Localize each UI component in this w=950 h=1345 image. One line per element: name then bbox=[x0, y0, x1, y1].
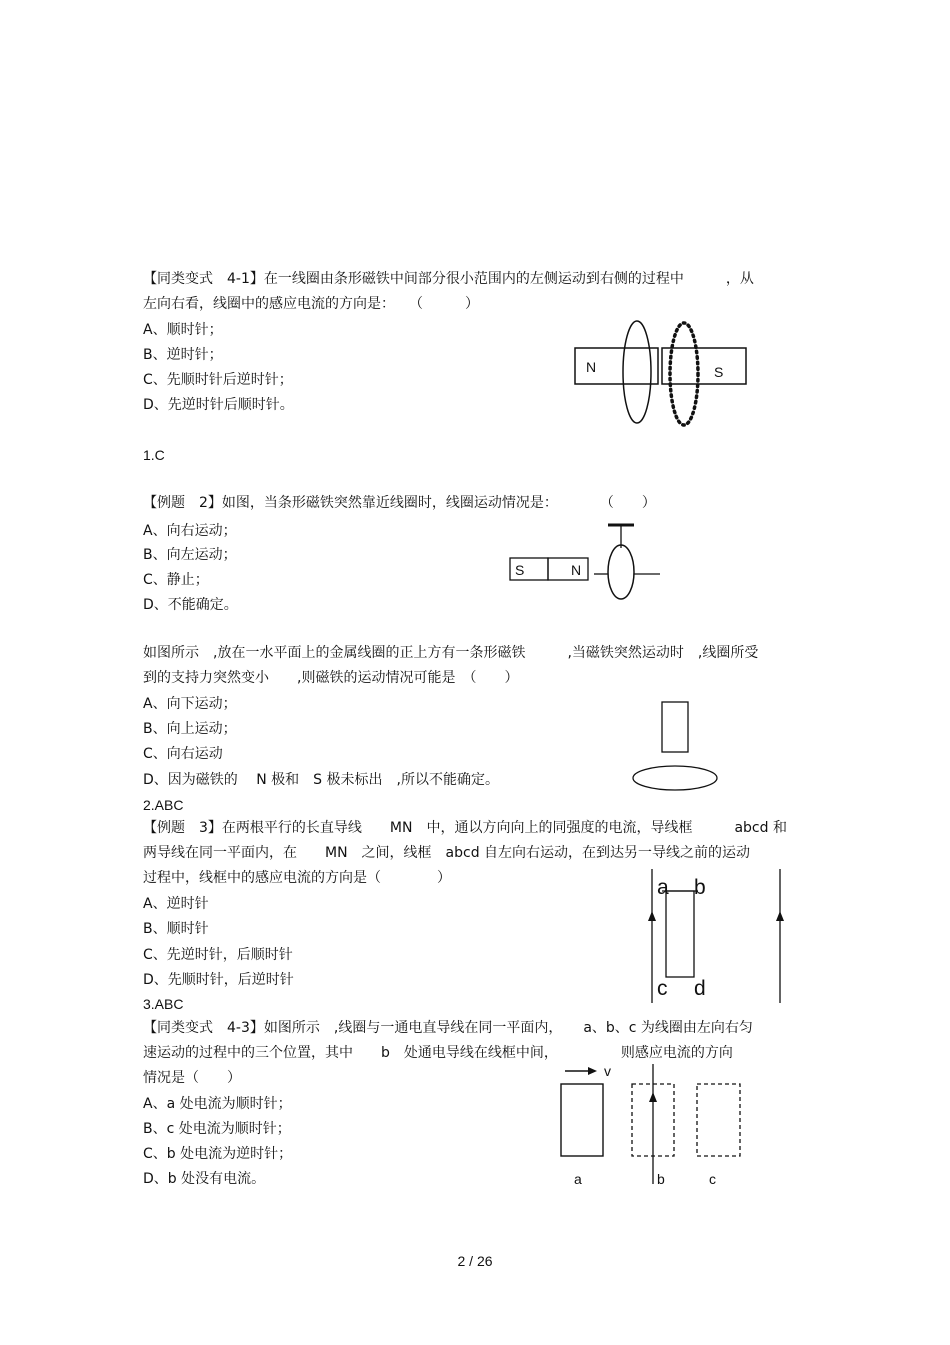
q1-option-c: C、先顺时针后逆时针； bbox=[143, 372, 293, 388]
frame-position-a bbox=[561, 1084, 603, 1156]
q2-stem-line1: 【例题 2】如图，当条形磁铁突然靠近线圈时，线圈运动情况是： （ ） bbox=[143, 495, 656, 511]
q4-option-a: A、逆时针 bbox=[143, 896, 209, 912]
position-label-c: c bbox=[709, 1171, 716, 1187]
q4-option-d: D、先顺时针，后逆时针 bbox=[143, 972, 294, 988]
frame-position-c bbox=[697, 1084, 740, 1156]
q3-option-c: C、向右运动 bbox=[143, 746, 223, 762]
page-number: 2 / 26 bbox=[457, 1253, 493, 1269]
q1-stem-line1: 【同类变式 4-1】在一线圈由条形磁铁中间部分很小范围内的左侧运动到右侧的过程中 ，从 bbox=[143, 271, 754, 287]
position-label-b: b bbox=[657, 1171, 665, 1187]
q2-option-a: A、向右运动； bbox=[143, 523, 237, 539]
q1-option-b: B、逆时针； bbox=[143, 347, 223, 363]
magnet-n-label: N bbox=[586, 359, 597, 375]
q4-option-b: B、顺时针 bbox=[143, 921, 209, 937]
q3-option-d: D、因为磁铁的 N 极和 S 极未标出 ,所以不能确定。 bbox=[143, 772, 499, 788]
frame-label-c: c bbox=[657, 977, 668, 1000]
q5-stem-line3: 情况是（ ） bbox=[143, 1070, 241, 1086]
q4-stem-line3: 过程中，线框中的感应电流的方向是（ ） bbox=[143, 870, 451, 886]
q5-option-d: D、b 处没有电流。 bbox=[143, 1171, 266, 1187]
vertical-magnet bbox=[662, 702, 688, 752]
coil-dotted bbox=[670, 323, 698, 425]
q5-figure-positions bbox=[555, 1060, 755, 1195]
q5-stem-line2: 速运动的过程中的三个位置，其中 b 处通电导线在线框中间， 则感应电流的方向 bbox=[143, 1045, 733, 1061]
q1-answer: 1.C bbox=[143, 447, 165, 463]
q2-figure-magnet-ring bbox=[508, 520, 668, 605]
q4-answer: 3.ABC bbox=[143, 996, 184, 1012]
wire-m-arrow-up-icon bbox=[648, 911, 656, 921]
q2-option-c: C、静止； bbox=[143, 572, 209, 588]
q3-stem-line1: 如图所示 ,放在一水平面上的金属线圈的正上方有一条形磁铁 ,当磁铁突然运动时 ,线圈所受 bbox=[143, 645, 759, 661]
q2-option-b: B、向左运动； bbox=[143, 547, 237, 563]
q1-figure-magnet-coil bbox=[570, 318, 755, 430]
magnet-n-half bbox=[548, 558, 588, 580]
q4-stem-line2: 两导线在同一平面内，在 MN 之间，线框 abcd 自左向右运动，在到达另一导线之前的运动 bbox=[143, 845, 751, 861]
q3-figure-magnet-over-ring bbox=[628, 700, 728, 795]
coil-solid bbox=[623, 321, 651, 423]
q3-answer: 2.ABC bbox=[143, 797, 184, 813]
q1-stem-line2: 左向右看，线圈中的感应电流的方向是： （ ） bbox=[143, 296, 479, 312]
q3-stem-line2: 到的支持力突然变小 ,则磁铁的运动情况可能是 （ ） bbox=[143, 670, 519, 686]
q3-option-b: B、向上运动； bbox=[143, 721, 237, 737]
q4-figure-wires-frame bbox=[640, 865, 790, 1005]
frame-label-a: a bbox=[657, 876, 669, 899]
frame-abcd bbox=[666, 891, 694, 977]
velocity-arrow-icon bbox=[588, 1067, 597, 1075]
magnet-n-label: N bbox=[571, 562, 582, 578]
q1-option-a: A、顺时针； bbox=[143, 322, 223, 338]
q5-option-b: B、c 处电流为顺时针； bbox=[143, 1121, 291, 1137]
magnet-s-label: S bbox=[714, 364, 724, 380]
q5-stem-line1: 【同类变式 4-3】如图所示 ,线圈与一通电直导线在同一平面内， a、b、c 为线圈由左向右匀 bbox=[143, 1020, 753, 1036]
q4-option-c: C、先逆时针，后顺时针 bbox=[143, 947, 293, 963]
q5-option-c: C、b 处电流为逆时针； bbox=[143, 1146, 293, 1162]
horizontal-ring bbox=[633, 766, 717, 790]
wire-n-arrow-up-icon bbox=[776, 911, 784, 921]
velocity-label: v bbox=[604, 1063, 611, 1079]
q4-stem-line1: 【例题 3】在两根平行的长直导线 MN 中，通以方向向上的同强度的电流，导线框 abcd 和 bbox=[143, 820, 787, 836]
frame-label-d: d bbox=[694, 977, 706, 1000]
q2-option-d: D、不能确定。 bbox=[143, 597, 238, 613]
q5-option-a: A、a 处电流为顺时针； bbox=[143, 1096, 292, 1112]
magnet-s-label: S bbox=[515, 562, 525, 578]
ring-coil bbox=[608, 545, 634, 599]
position-label-a: a bbox=[574, 1171, 582, 1187]
magnet-s-half bbox=[662, 348, 746, 384]
current-arrow-up-icon bbox=[649, 1092, 657, 1102]
q3-option-a: A、向下运动； bbox=[143, 696, 237, 712]
q1-option-d: D、先逆时针后顺时针。 bbox=[143, 397, 294, 413]
frame-label-b: b bbox=[694, 876, 706, 899]
